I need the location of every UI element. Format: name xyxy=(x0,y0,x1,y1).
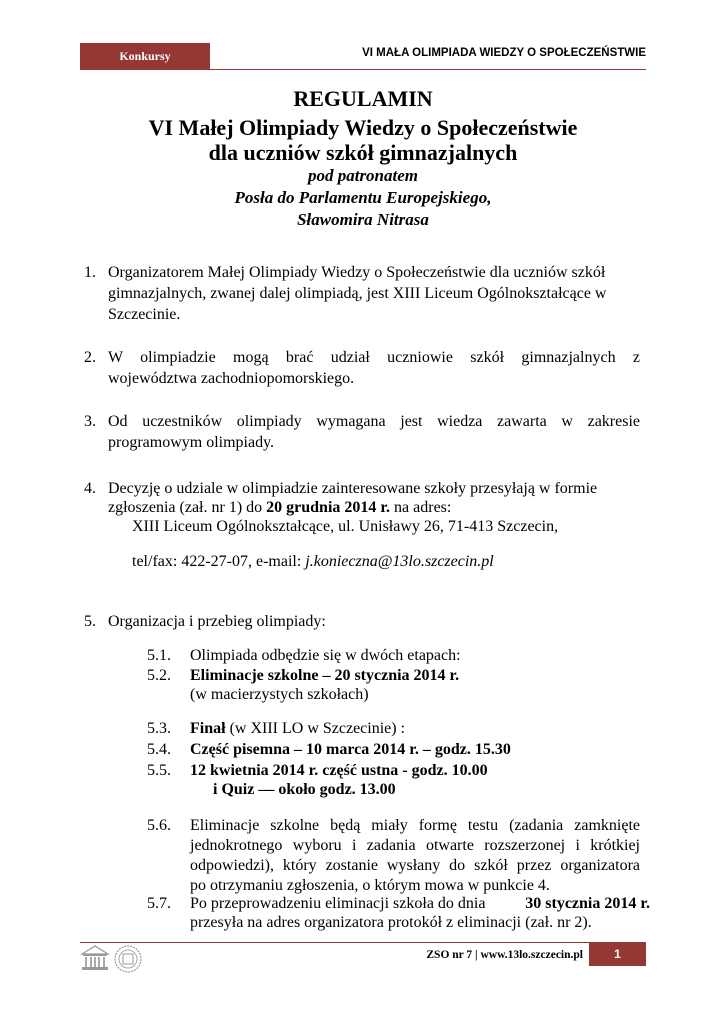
item-2-line: W olimpiadzie mogą brać udział uczniowie szkół gimnazjalnych z xyxy=(108,349,640,366)
doc-subtitle-2: dla uczniów szkół gimnazjalnych xyxy=(208,140,518,165)
subitem-note: (w macierzystych szkołach) xyxy=(190,686,369,703)
subitem-number: 5.2. xyxy=(147,667,171,684)
item-1-line: Organizatorem Małej Olimpiady Wiedzy o Społeczeństwie dla uczniów szkół xyxy=(108,264,606,281)
subitem-number: 5.7. xyxy=(147,895,171,912)
item-4-line: zgłoszenia (zał. nr 1) do 20 grudnia 2014 r. na adres: xyxy=(108,499,452,516)
subitem-line: przesyła na adres organizatora protokół z eliminacji (zał. nr 2). xyxy=(190,914,592,931)
item-2-number: 2. xyxy=(84,349,96,366)
item-1-number: 1. xyxy=(84,264,96,281)
item-1-line: Szczecinie. xyxy=(108,306,181,323)
footer-text: ZSO nr 7 | www.13lo.szczecin.pl xyxy=(426,949,583,961)
subitem-number: 5.1. xyxy=(147,647,171,664)
school-emblem-icon xyxy=(113,944,143,979)
item-3-line: Od uczestników olimpiady wymagana jest wiedza zawarta w zakresie xyxy=(108,413,640,430)
subitem-text: Część pisemna – 10 marca 2014 r. – godz. 15.30 xyxy=(190,741,511,758)
footer-divider xyxy=(80,942,646,943)
item-4-line: Decyzję o udziale w olimpiadzie zainteresowane szkoły przesyłają w formie xyxy=(108,480,598,497)
item-3-number: 3. xyxy=(84,413,96,430)
doc-subtitle-1: VI Małej Olimpiady Wiedzy o Społeczeństwie xyxy=(148,115,578,140)
deadline-date: 20 grudnia 2014 r. xyxy=(266,499,391,516)
patronage-label: pod patronatem xyxy=(307,166,419,185)
item-1-line: gimnazjalnych, zwanej dalej olimpiadą, jest XIII Liceum Ogólnokształcące w xyxy=(108,285,607,302)
subitem-line: po otrzymaniu zgłoszenia, o którym mowa w punkcie 4. xyxy=(190,877,550,894)
subitem-text: Eliminacje szkolne – 20 stycznia 2014 r. xyxy=(190,667,460,684)
organizer-address: XIII Liceum Ogólnokształcące, ul. Unisławy 26, 71-413 Szczecin, xyxy=(132,518,559,535)
item-2-line: województwa zachodniopomorskiego. xyxy=(108,370,355,387)
building-logo-icon xyxy=(80,944,110,977)
subitem-line: Po przeprowadzeniu eliminacji szkoła do dnia 30 stycznia 2014 r. xyxy=(190,895,650,912)
subitem-text-cont: i Quiz — około godz. 13.00 xyxy=(213,781,396,798)
patron-name: Sławomira Nitrasa xyxy=(297,210,429,229)
subitem-number: 5.5. xyxy=(147,762,171,779)
item-4-number: 4. xyxy=(84,480,96,497)
subitem-text: 12 kwietnia 2014 r. część ustna - godz. 10.00 xyxy=(190,762,488,779)
subitem-number: 5.6. xyxy=(147,817,171,834)
header-divider xyxy=(80,69,646,70)
subitem-text: Olimpiada odbędzie się w dwóch etapach: xyxy=(190,647,461,664)
item-5-text: Organizacja i przebieg olimpiady: xyxy=(108,613,326,630)
patron-role: Posła do Parlamentu Europejskiego, xyxy=(234,188,492,207)
item-3-line: programowym olimpiady. xyxy=(108,434,275,451)
organizer-contact: tel/fax: 422-27-07, e-mail: j.konieczna@13lo.szczecin.pl xyxy=(132,553,494,570)
subitem-line: odpowiedzi), który zostanie wysłany do szkół przez organizatora xyxy=(190,857,640,874)
contact-email-link[interactable]: j.konieczna@13lo.szczecin.pl xyxy=(305,553,494,570)
subitem-text: Finał (w XIII LO w Szczecinie) : xyxy=(190,720,406,737)
subitem-line: Eliminacje szkolne będą miały formę testu (zadania zamknięte xyxy=(190,817,640,834)
protocol-deadline: 30 stycznia 2014 r. xyxy=(525,895,650,912)
subitem-line: jednokrotnego wyboru i zadania otwarte rozszerzonej i krótkiej xyxy=(190,837,640,854)
page-number: 1 xyxy=(589,942,646,966)
subitem-number: 5.3. xyxy=(147,720,171,737)
subitem-number: 5.4. xyxy=(147,741,171,758)
doc-title: REGULAMIN xyxy=(293,86,433,111)
running-title: VI MAŁA OLIMPIADA WIEDZY O SPOŁECZEŃSTWIE xyxy=(362,47,646,59)
section-tag: Konkursy xyxy=(80,43,210,69)
item-5-number: 5. xyxy=(84,613,96,630)
